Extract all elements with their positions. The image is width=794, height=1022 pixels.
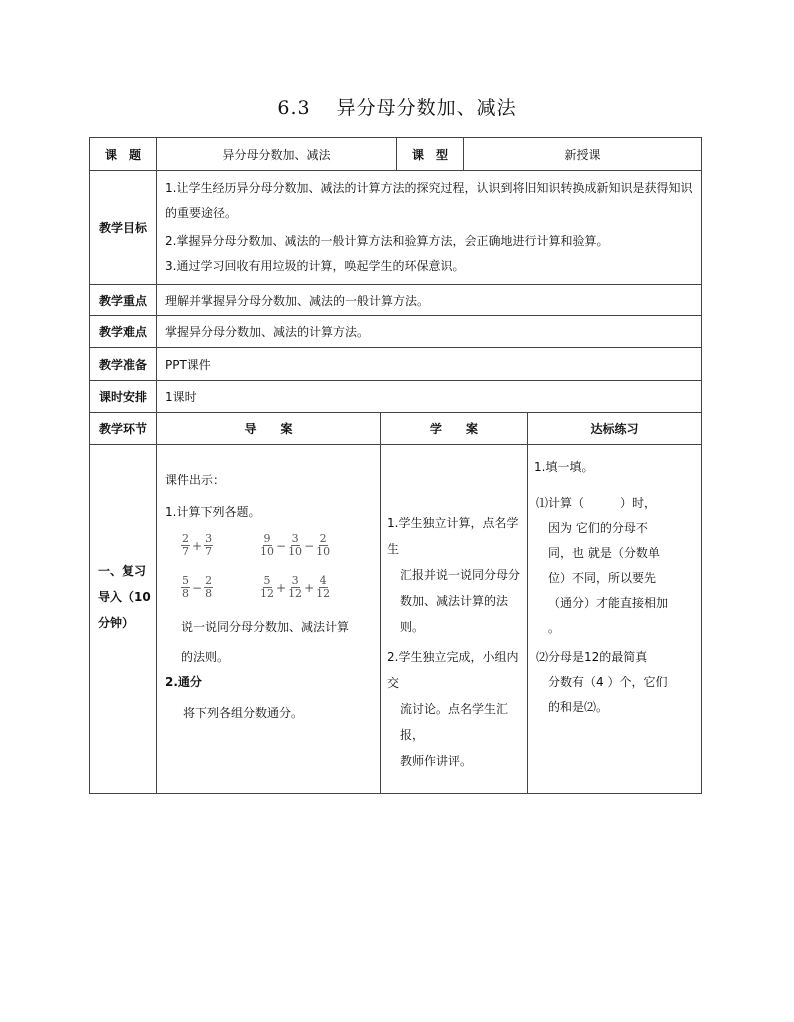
goal-item: 2.掌握异分母分数加、减法的一般计算方法和验算方法，会正确地进行计算和验算。 <box>165 234 609 248</box>
key-point-label: 教学重点 <box>90 285 157 316</box>
guide-task2-desc: 将下列各组分数通分。 <box>183 706 304 720</box>
study-line: 汇报并说一说同分母分 <box>400 568 521 582</box>
practice-title: 1.填一填。 <box>534 460 594 474</box>
type-label: 课 型 <box>397 138 464 171</box>
study-line: 1.学生独立计算，点名学生 <box>387 516 519 556</box>
stage1-row <box>90 445 702 794</box>
fraction: $\frac{9}{10}$ <box>260 532 274 558</box>
schedule-text: 1课时 <box>157 381 702 413</box>
guide-intro: 课件出示： <box>165 473 226 487</box>
difficulty-text: 掌握异分母分数加、减法的计算方法。 <box>157 316 702 348</box>
practice-line: 因为 它们的分母不 <box>548 521 648 535</box>
page-title <box>0 93 794 120</box>
difficulty-label: 教学难点 <box>90 316 157 348</box>
practice-line: ⑵分母是12的最简真 <box>536 650 648 664</box>
study-line: 数加、减法计算的法则。 <box>400 594 509 634</box>
stage1-label-line: 分钟） <box>98 616 135 630</box>
fraction: $\frac{5}{8}$ <box>182 574 189 600</box>
practice-line: （通分）才能直接相加 <box>548 596 669 610</box>
fraction: $\frac{3}{7}$ <box>205 532 213 558</box>
fraction: $\frac{2}{7}$ <box>182 532 189 558</box>
header-row <box>90 413 702 445</box>
topic-row <box>90 138 702 171</box>
fraction-expression-4: $\frac{5}{12}$ + $\frac{3}{12}$ + $\frac{4}{12}$ <box>260 574 331 600</box>
study-cell <box>381 445 528 794</box>
goal-item: 3.通过学习回收有用垃圾的计算，唤起学生的环保意识。 <box>165 259 465 273</box>
guide-say-line: 说一说同分母分数加、减法计算 <box>181 620 350 634</box>
study-header: 学 案 <box>381 413 528 445</box>
practice-line: 。 <box>548 621 561 635</box>
fraction-expression-1: $\frac{2}{7}$ + $\frac{3}{7}$ <box>182 532 213 558</box>
fraction: $\frac{3}{10}$ <box>288 532 303 558</box>
fraction-expression-2: $\frac{9}{10}$ − $\frac{3}{10}$ − $\frac{2}{10}$ <box>260 532 331 558</box>
fraction: $\frac{5}{12}$ <box>260 574 274 600</box>
fraction-expression-3: $\frac{5}{8}$ − $\frac{2}{8}$ <box>182 574 213 600</box>
practice-line: 同，也 就是（分数单 <box>548 546 660 560</box>
topic-label: 课 题 <box>90 138 157 171</box>
guide-header: 导 案 <box>157 413 381 445</box>
practice-line: 位）不同，所以要先 <box>548 571 657 585</box>
section-number: 6.3 <box>277 97 311 119</box>
fraction: $\frac{4}{12}$ <box>316 574 331 600</box>
topic-value: 异分母分数加、减法 <box>157 138 397 171</box>
goal-item: 1.让学生经历异分母分数加、减法的计算方法的探究过程，认识到将旧知识转换成新知识是获得知识的重要途径。 <box>165 181 693 220</box>
type-value: 新授课 <box>464 138 702 171</box>
stage1-label-cell <box>90 445 157 794</box>
study-line: 2.学生独立完成，小组内交 <box>387 650 519 690</box>
stage-header: 教学环节 <box>90 413 157 445</box>
preparation-label: 教学准备 <box>90 348 157 381</box>
stage1-label-line: 导入（10 <box>98 590 151 604</box>
fraction: $\frac{2}{8}$ <box>205 574 213 600</box>
stage1-label-line: 一、复习 <box>98 564 147 578</box>
fraction: $\frac{2}{10}$ <box>316 532 331 558</box>
goals-label: 教学目标 <box>90 171 157 285</box>
practice-line: ⑴计算（ ）时， <box>536 496 657 510</box>
key-point-row <box>90 285 702 316</box>
guide-cell <box>157 445 381 794</box>
goals-content <box>157 171 702 285</box>
schedule-label: 课时安排 <box>90 381 157 413</box>
practice-line: 的和是⑵。 <box>548 700 609 714</box>
schedule-row <box>90 381 702 413</box>
preparation-row <box>90 348 702 381</box>
fraction: $\frac{3}{12}$ <box>288 574 303 600</box>
key-point-text: 理解并掌握异分母分数加、减法的一般计算方法。 <box>157 285 702 316</box>
study-line: 教师作讲评。 <box>400 754 473 768</box>
title-text: 异分母分数加、减法 <box>336 97 517 119</box>
preparation-text: PPT课件 <box>157 348 702 381</box>
difficulty-row <box>90 316 702 348</box>
practice-line: 分数有（4 ）个，它们 <box>548 675 668 689</box>
guide-task1: 1.计算下列各题。 <box>165 505 261 519</box>
practice-cell <box>528 445 702 794</box>
guide-task2: 2.通分 <box>165 675 202 689</box>
study-line: 流讨论。点名学生汇报， <box>400 702 509 742</box>
practice-header: 达标练习 <box>528 413 702 445</box>
lesson-plan-table <box>89 137 702 794</box>
guide-say-line: 的法则。 <box>181 650 230 664</box>
goals-row <box>90 171 702 285</box>
